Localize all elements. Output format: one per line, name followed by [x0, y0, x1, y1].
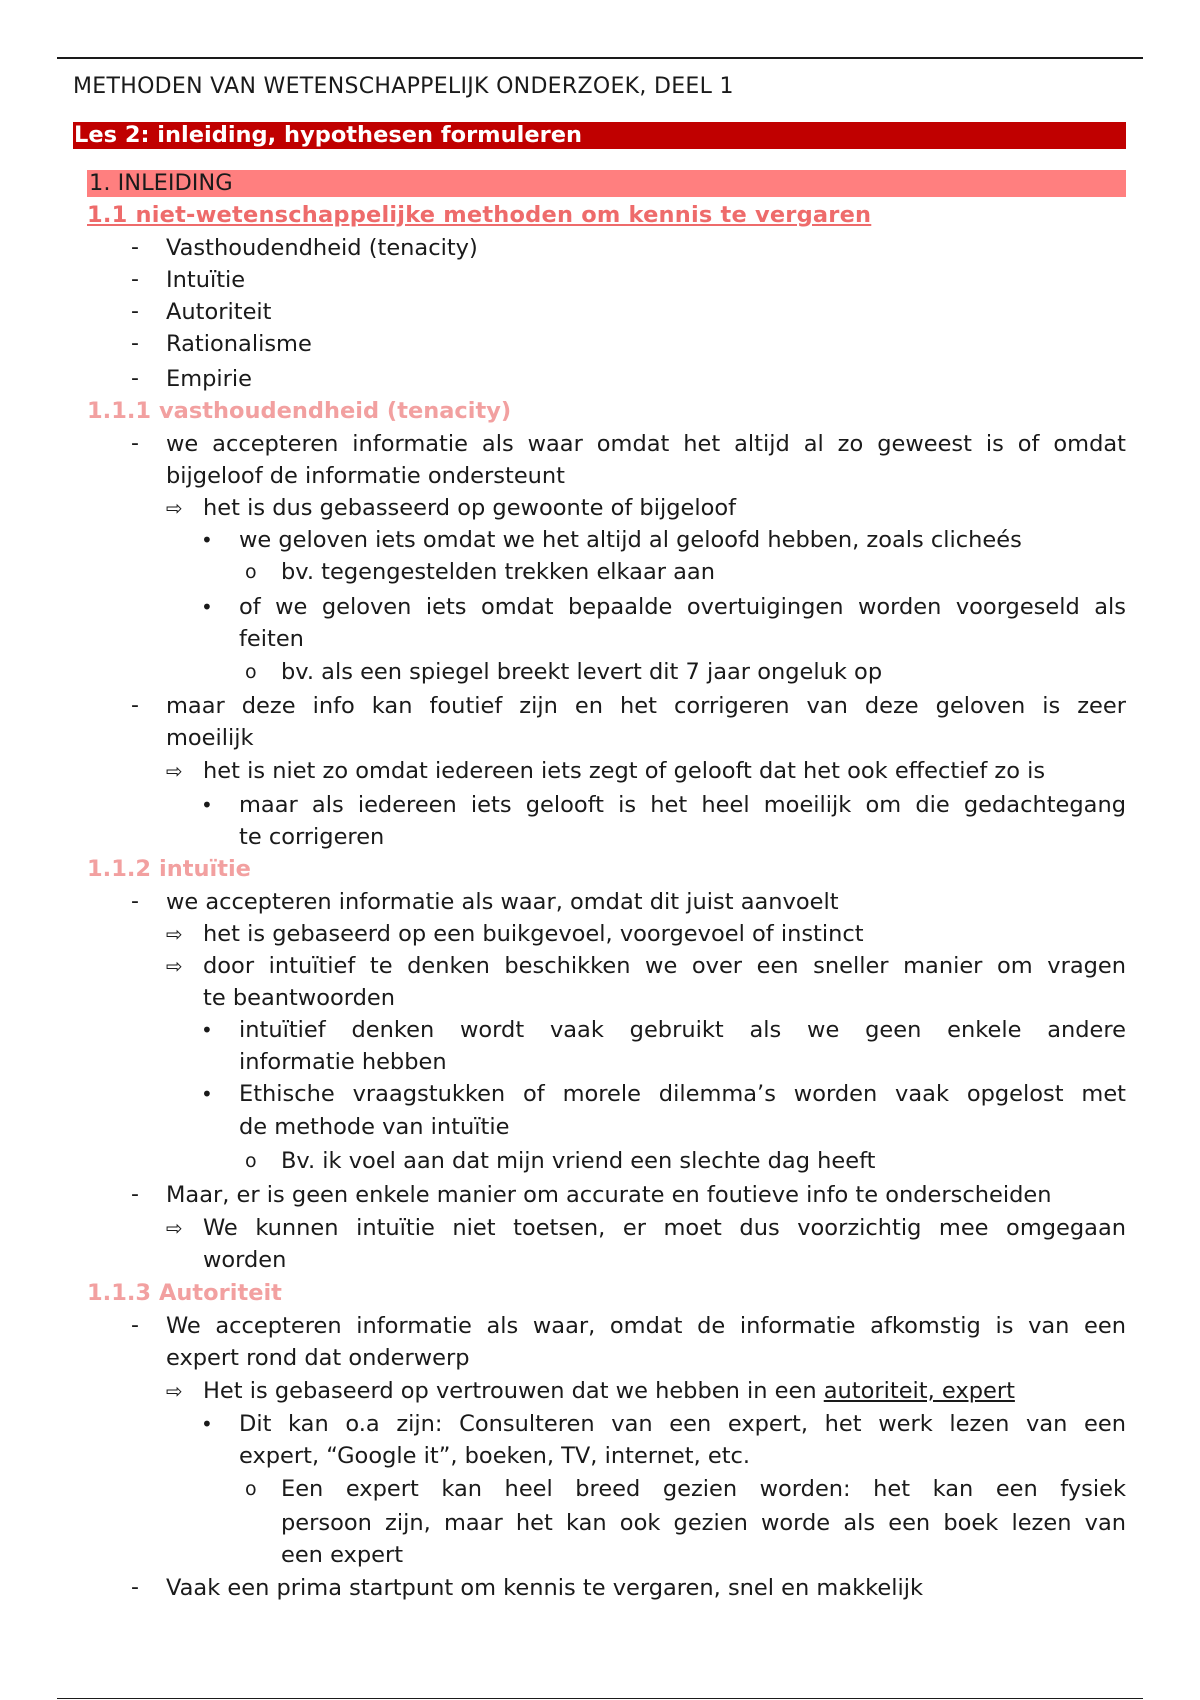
paragraph-line: bijgeloof de informatie ondersteunt — [166, 463, 566, 489]
paragraph-line: maar deze info kan foutief zijn en het corrigeren van deze geloven is zeer — [166, 693, 1126, 719]
arrow-icon: ⇨ — [166, 1216, 183, 1240]
subsection-heading-1-1-1 — [87, 395, 511, 427]
paragraph-line: Ethische vraagstukken of morele dilemma’s worden vaak opgelost met — [239, 1081, 1126, 1107]
paragraph-line: het is dus gebasseerd op gewoonte of bijgeloof — [203, 495, 737, 521]
dash-marker: - — [131, 299, 139, 324]
section-heading-inleiding: 1. INLEIDING — [87, 170, 1126, 197]
circle-bullet-icon: o — [245, 1150, 257, 1172]
lesson-title: Les 2: inleiding, hypothesen formuleren — [73, 122, 1126, 149]
paragraph-line — [203, 1375, 1015, 1407]
paragraph-line: bv. tegengestelden trekken elkaar aan — [281, 559, 715, 585]
subsection-number: 1.1.2 — [87, 856, 152, 882]
arrow-icon: ⇨ — [166, 1379, 183, 1403]
dash-marker: - — [131, 1575, 139, 1600]
paragraph-line: het is gebaseerd op een buikgevoel, voorgevoel of instinct — [203, 921, 864, 947]
paragraph-line: Een expert kan heel breed gezien worden: het kan een fysiek — [281, 1476, 1126, 1502]
bullet-icon: • — [201, 1018, 213, 1042]
top-rule — [57, 57, 1143, 59]
paragraph-line: We kunnen intuïtie niet toetsen, er moet dus voorzichtig mee omgegaan — [203, 1215, 1126, 1241]
dash-marker: - — [131, 431, 139, 456]
document-header: METHODEN VAN WETENSCHAPPELIJK ONDERZOEK, DEEL 1 — [73, 74, 734, 99]
dash-marker: - — [131, 693, 139, 718]
arrow-icon: ⇨ — [166, 922, 183, 946]
subsection-heading-1-1-3 — [87, 1277, 282, 1309]
dash-marker: - — [131, 1313, 139, 1338]
paragraph-line: intuïtief denken wordt vaak gebruikt als we geen enkele andere — [239, 1017, 1126, 1043]
list-item-method: Vasthoudendheid (tenacity) — [166, 235, 478, 261]
paragraph-line: We accepteren informatie als waar, omdat de informatie afkomstig is van een — [166, 1313, 1126, 1339]
list-item-method: Intuïtie — [166, 267, 246, 293]
subsection-title: Autoriteit — [159, 1280, 282, 1306]
paragraph-line: expert, “Google it”, boeken, TV, internet, etc. — [239, 1443, 751, 1469]
paragraph-line: maar als iedereen iets gelooft is het heel moeilijk om die gedachtegang — [239, 792, 1126, 818]
bullet-icon: • — [201, 793, 213, 817]
underlined-term: autoriteit, expert — [823, 1378, 1015, 1404]
paragraph-line: Maar, er is geen enkele manier om accurate en foutieve info te onderscheiden — [166, 1182, 1052, 1208]
dash-marker: - — [131, 267, 139, 292]
paragraph-line: persoon zijn, maar het kan ook gezien worde als een boek lezen van — [281, 1510, 1126, 1536]
paragraph-line: te corrigeren — [239, 824, 385, 850]
paragraph-line: bv. als een spiegel breekt levert dit 7 jaar ongeluk op — [281, 659, 883, 685]
subsection-number: 1.1.3 — [87, 1280, 152, 1306]
dash-marker: - — [131, 235, 139, 260]
paragraph-line: informatie hebben — [239, 1049, 447, 1075]
circle-bullet-icon: o — [245, 1478, 257, 1500]
paragraph-line: worden — [203, 1247, 287, 1273]
section-heading-1-1: 1.1 niet-wetenschappelijke methoden om kennis te vergaren — [87, 202, 872, 228]
paragraph-line: we accepteren informatie als waar omdat het altijd al zo geweest is of omdat — [166, 431, 1126, 457]
paragraph-line: een expert — [281, 1542, 404, 1568]
circle-bullet-icon: o — [245, 561, 257, 583]
paragraph-line: door intuïtief te denken beschikken we over een sneller manier om vragen — [203, 953, 1126, 979]
dash-marker: - — [131, 889, 139, 914]
subsection-title: intuïtie — [159, 856, 251, 882]
paragraph-line: Bv. ik voel aan dat mijn vriend een slechte dag heeft — [281, 1148, 876, 1174]
bottom-rule — [57, 1698, 1143, 1699]
paragraph-line: Vaak een prima startpunt om kennis te vergaren, snel en makkelijk — [166, 1575, 924, 1601]
text-run: Het is gebaseerd op vertrouwen dat we hebben in een — [203, 1378, 824, 1404]
arrow-icon: ⇨ — [166, 496, 183, 520]
subsection-heading-1-1-2 — [87, 853, 251, 885]
arrow-icon: ⇨ — [166, 759, 183, 783]
paragraph-line: het is niet zo omdat iedereen iets zegt of gelooft dat het ook effectief zo is — [203, 758, 1046, 784]
paragraph-line: te beantwoorden — [203, 985, 395, 1011]
bullet-icon: • — [201, 528, 213, 552]
subsection-title: vasthoudendheid (tenacity) — [159, 398, 512, 424]
circle-bullet-icon: o — [245, 661, 257, 683]
arrow-icon: ⇨ — [166, 954, 183, 978]
paragraph-line: moeilijk — [166, 725, 254, 751]
paragraph-line: of we geloven iets omdat bepaalde overtuigingen worden voorgeseld als — [239, 594, 1126, 620]
paragraph-line: feiten — [239, 626, 304, 652]
list-item-method: Autoriteit — [166, 299, 272, 325]
list-item-method: Empirie — [166, 366, 253, 392]
bullet-icon: • — [201, 1412, 213, 1436]
paragraph-line: we geloven iets omdat we het altijd al geloofd hebben, zoals clicheés — [239, 527, 1022, 553]
bullet-icon: • — [201, 1082, 213, 1106]
dash-marker: - — [131, 1182, 139, 1207]
subsection-number: 1.1.1 — [87, 398, 152, 424]
paragraph-line: expert rond dat onderwerp — [166, 1345, 470, 1371]
paragraph-line: de methode van intuïtie — [239, 1114, 510, 1140]
paragraph-line: Dit kan o.a zijn: Consulteren van een expert, het werk lezen van een — [239, 1411, 1126, 1437]
bullet-icon: • — [201, 595, 213, 619]
paragraph-line: we accepteren informatie als waar, omdat dit juist aanvoelt — [166, 889, 839, 915]
dash-marker: - — [131, 366, 139, 391]
dash-marker: - — [131, 331, 139, 356]
list-item-method: Rationalisme — [166, 331, 312, 357]
